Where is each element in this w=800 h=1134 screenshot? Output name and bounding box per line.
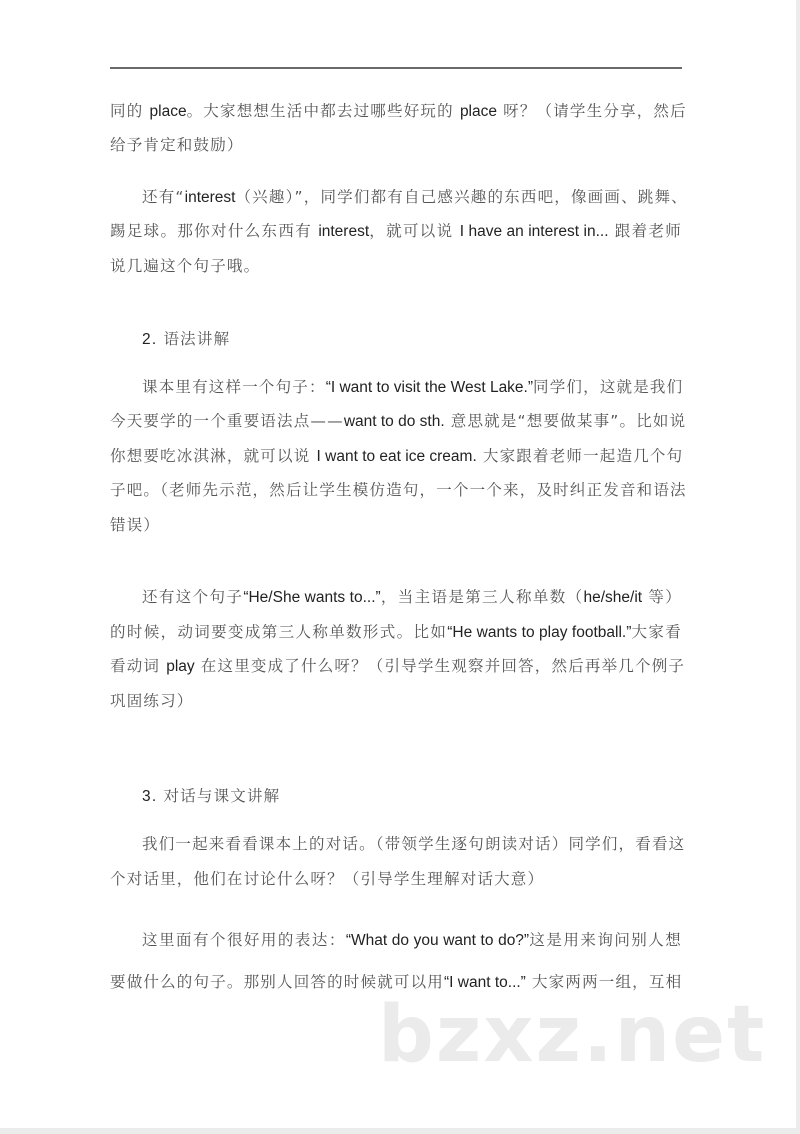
paragraph-line: 给予肯定和鼓励） (110, 136, 244, 154)
english-sentence: “What do you want to do?” (345, 932, 530, 949)
paragraph-line (142, 586, 682, 609)
paragraph-line (110, 410, 687, 433)
text: ，就可以说 (369, 222, 460, 240)
text: 跟着老师 (608, 222, 682, 240)
paragraph-line: 说几遍这个句子哦。 (110, 257, 261, 275)
text: 。大家想想生活中都去过哪些好玩的 (186, 102, 460, 120)
text: 还有这个句子 (142, 588, 244, 606)
section-number: 2. (142, 331, 158, 348)
english-sentence: “He/She wants to...” (243, 589, 381, 606)
text: 看动词 (110, 657, 167, 675)
text: 同的 (110, 102, 150, 120)
paragraph-line (142, 186, 688, 209)
english-term: interest (184, 189, 236, 206)
text: 等） (642, 588, 682, 606)
english-sentence: I have an interest in... (459, 223, 609, 240)
text: （兴趣）”，同学们都有自己感兴趣的东西吧，像画画、跳舞、 (235, 188, 688, 206)
header-rule (110, 67, 682, 69)
paragraph-line: 我们一起来看看课本上的对话。（带领学生逐句朗读对话）同学们，看看这 (142, 835, 686, 853)
text: 课本里有这样一个句子： (142, 378, 326, 396)
text: 要做什么的句子。那别人回答的时候就可以用 (110, 973, 445, 991)
text: 的时候，动词要变成第三人称单数形式。比如 (110, 623, 448, 641)
english-sentence: “I want to visit the West Lake.” (325, 379, 534, 396)
text: ，当主语是第三人称单数（ (380, 588, 584, 606)
text: 今天要学的一个重要语法点—— (110, 412, 344, 430)
paragraph-line: 个对话里，他们在讨论什么呀？（引导学生理解对话大意） (110, 870, 545, 888)
paragraph-line: 子吧。（老师先示范，然后让学生模仿造句，一个一个来，及时纠正发音和语法 (110, 481, 687, 499)
paragraph-line (110, 220, 682, 243)
section-number: 3. (142, 788, 158, 805)
paragraph-line: 巩固练习） (110, 692, 194, 710)
paragraph-line: 错误） (110, 516, 161, 534)
text: 在这里变成了什么呀？（引导学生观察并回答，然后再举几个例子 (194, 657, 686, 675)
text: 这里面有个很好用的表达： (142, 931, 346, 949)
english-term: place (149, 103, 187, 120)
paragraph-line (110, 445, 682, 468)
text: 这是用来询问别人想 (529, 931, 682, 949)
text: 大家跟着老师一起造几个句 (476, 447, 684, 465)
text: 你想要吃冰淇淋，就可以说 (110, 447, 317, 465)
paragraph-line (142, 376, 682, 399)
section-heading-dialogue (142, 784, 280, 806)
watermark: bzxz.net (378, 990, 767, 1080)
paragraph-line (110, 655, 686, 678)
english-sentence: “I want to...” (444, 974, 526, 991)
paragraph-line (110, 621, 682, 644)
english-sentence: “He wants to play football.” (447, 624, 632, 641)
text: 大家看 (631, 623, 682, 641)
paragraph-line (110, 100, 687, 123)
section-heading-grammar (142, 327, 230, 349)
text: 大家两两一组，互相 (525, 973, 683, 991)
english-term: interest (318, 223, 370, 240)
english-term: he/she/it (583, 589, 643, 606)
english-term: want to do sth. (343, 413, 445, 430)
text: 呀？（请学生分享，然后 (497, 102, 687, 120)
text: 还有“ (142, 188, 185, 206)
paragraph-line (142, 929, 682, 952)
section-title: 语法讲解 (163, 330, 231, 348)
text: 同学们，这就是我们 (533, 378, 684, 396)
text: 踢足球。那你对什么东西有 (110, 222, 319, 240)
section-title: 对话与课文讲解 (163, 787, 281, 805)
english-term: place (459, 103, 497, 120)
english-sentence: I want to eat ice cream. (316, 448, 477, 465)
english-term: play (166, 658, 195, 675)
text: 意思就是“想要做某事”。比如说 (444, 412, 687, 430)
